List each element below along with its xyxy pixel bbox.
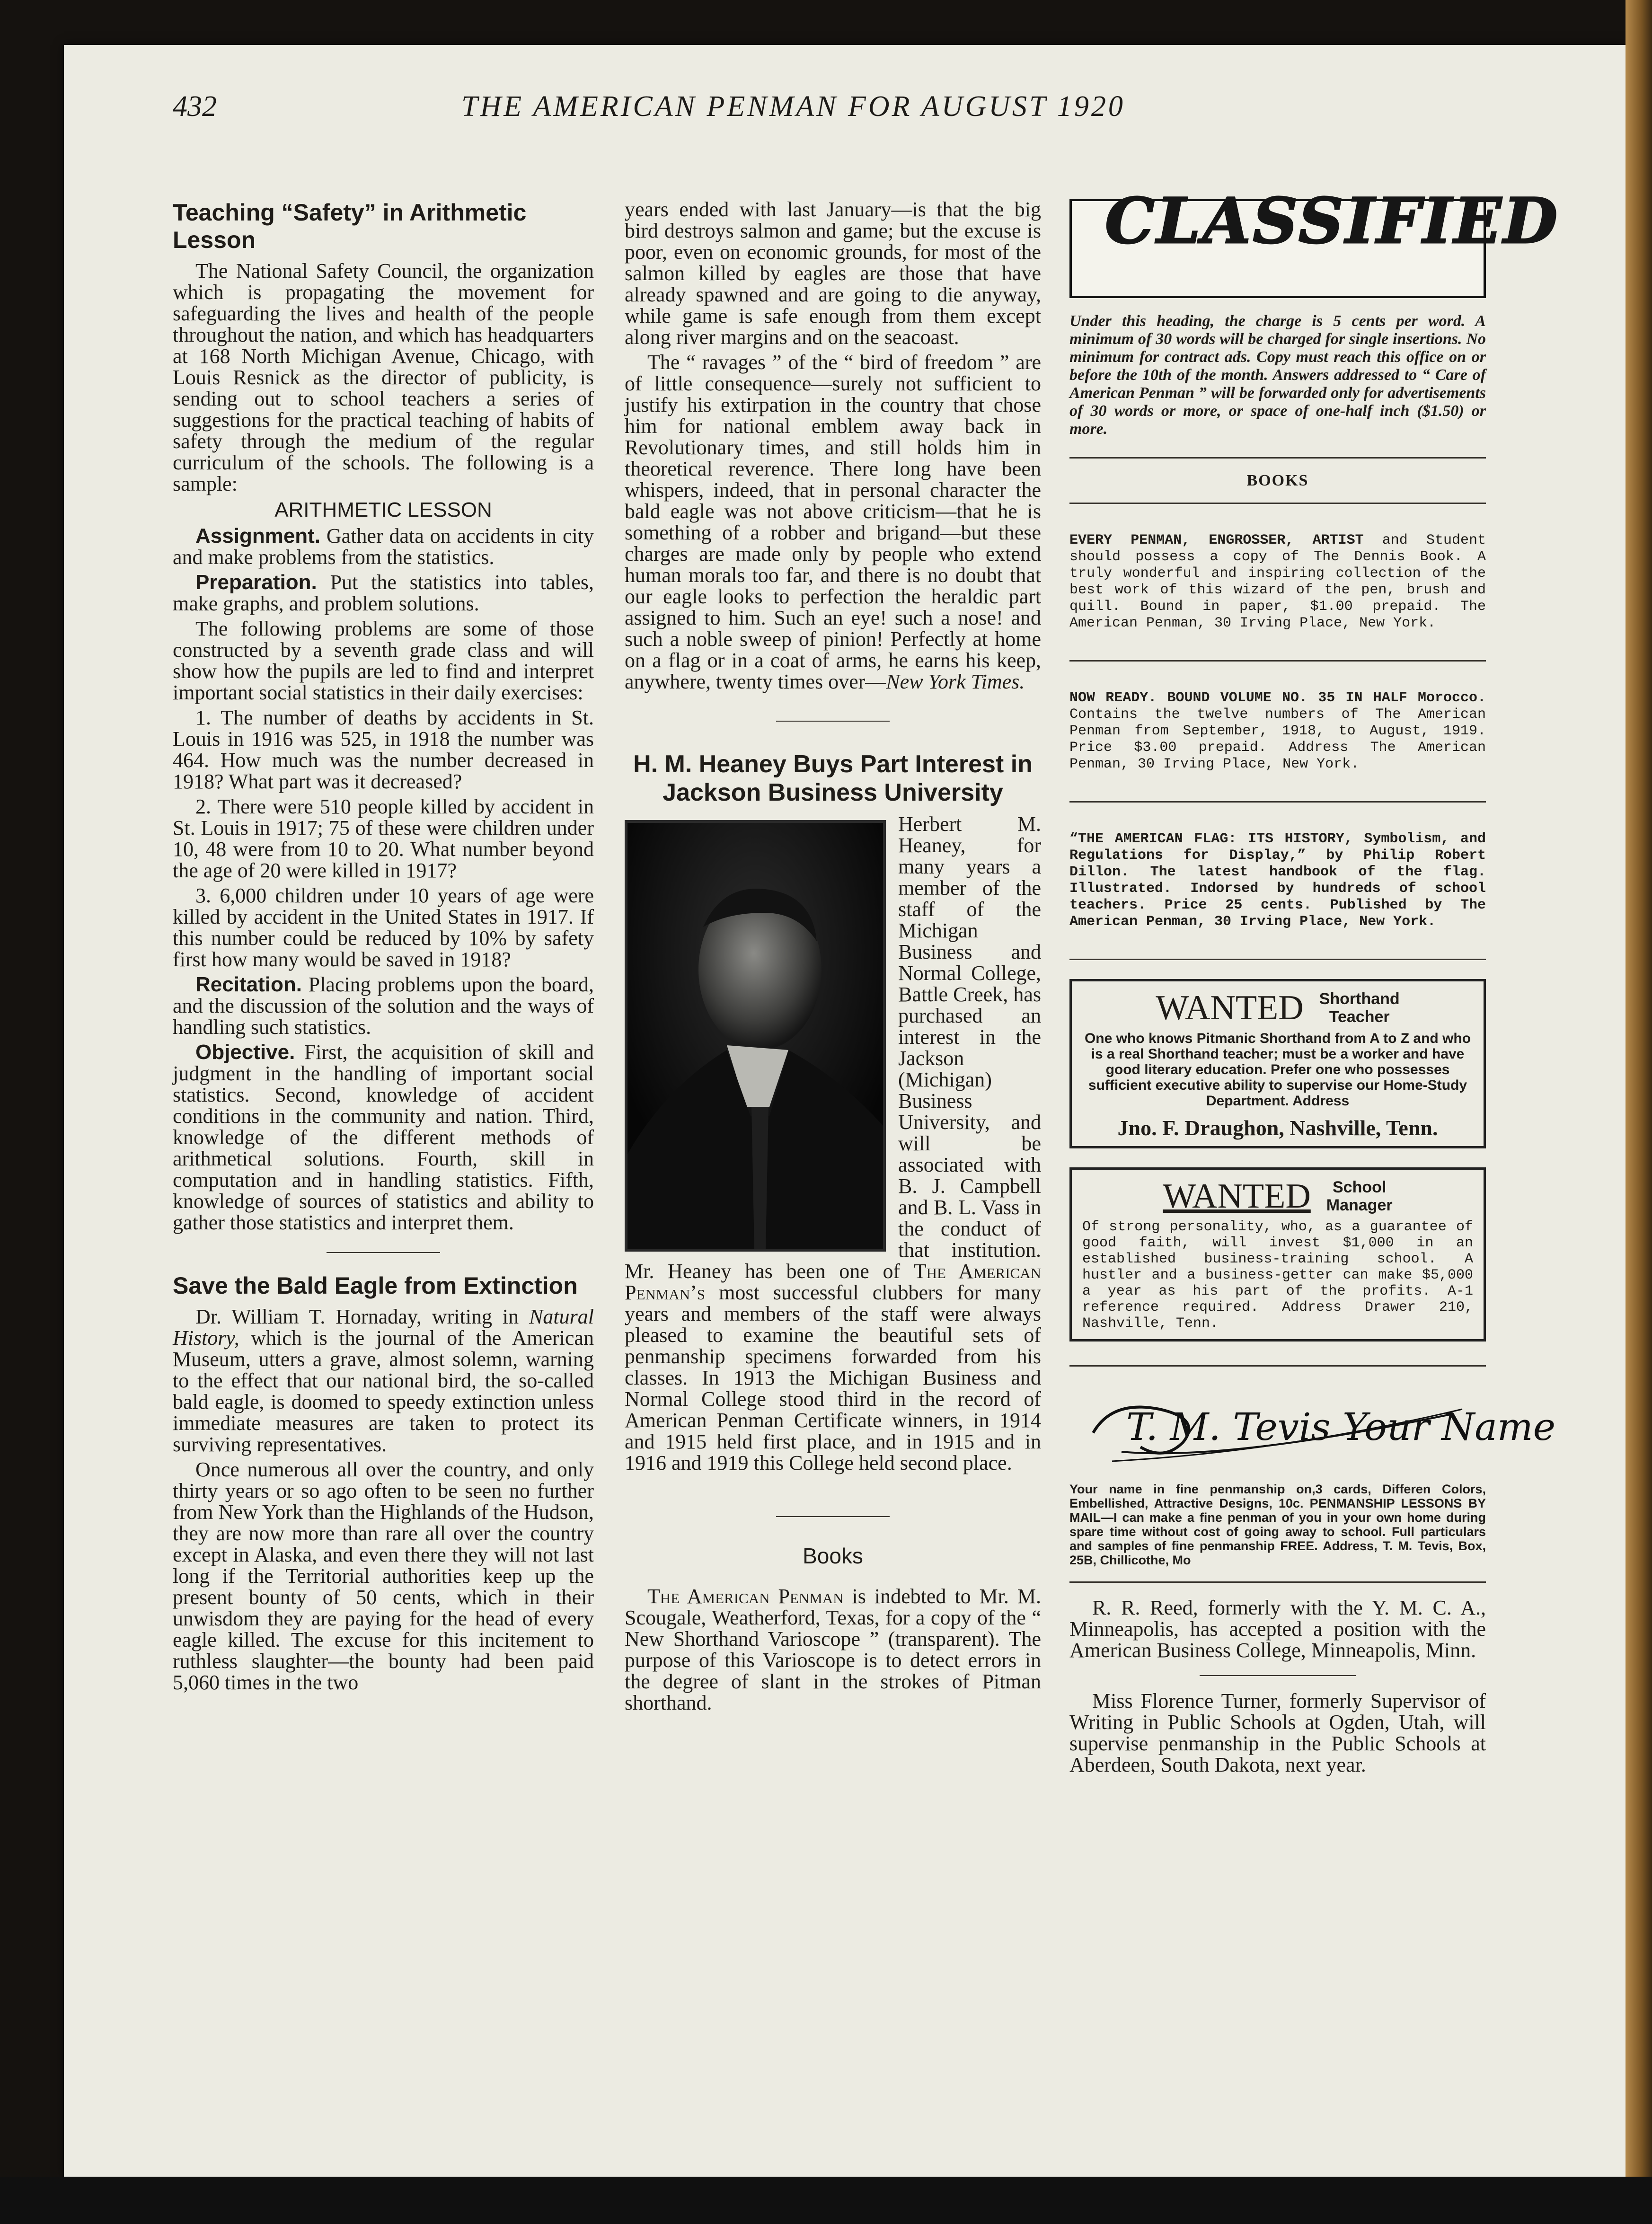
running-title: THE AMERICAN PENMAN FOR AUGUST 1920 bbox=[461, 90, 1125, 123]
paragraph-text: most successful clubbers for many years and members of the staff were always pleased to examine the beautiful sets of penmanship specimens forwarded from his classes. In 1913 the Michigan Business and Normal College stood third in the record of American Penman Certificate winners, in 1914 and 1915 held first place, and in 1915 and in 1916 and 1919 this College held second place. bbox=[625, 1281, 1041, 1474]
classified-intro: Under this heading, the charge is 5 cents per word. A minimum of 30 words will be charged for single insertions. No minimum for contract ads. Copy must reach this office on or before the 10th of the month. Answers addressed to “ Care of American Penman ” will be forwarded only for advertisements of 30 words or more, or space of one-half inch ($1.50) or more. bbox=[1069, 312, 1486, 438]
divider bbox=[1069, 660, 1486, 662]
divider bbox=[776, 721, 890, 722]
portrait-image bbox=[627, 823, 883, 1249]
paragraph: years ended with last January—is that the big bird destroys salmon and game; but the excuse is poor, even on economic grounds, for most of the salmon killed by eagles are those that have already spawned and are going to die anyway, while game is safe enough from them except along river margins and on the seacoast. bbox=[625, 198, 1041, 349]
wanted-position bbox=[1326, 1178, 1393, 1214]
paragraph: Once numerous all over the country, and only thirty years or so ago often to be seen no further from New York than the Highlands of the Hudson, they are now more than rare all over the country except in Alaska, and even there they will not last long if the Territorial authorities keep up the present bounty of 50 cents, which in their unwisdom they are paying for the head of every eagle killed. The excuse for this incitement to ruthless slaughter—the bounty had been paid 5,060 times in the two bbox=[173, 1458, 594, 1694]
script-flourish bbox=[1084, 1381, 1556, 1475]
paragraph bbox=[173, 1306, 594, 1455]
wanted-position-line: Teacher bbox=[1329, 1008, 1390, 1026]
wanted-title: WANTED bbox=[1163, 1177, 1311, 1216]
wanted-ad-manager bbox=[1069, 1167, 1486, 1341]
classified-books-heading: BOOKS bbox=[1246, 472, 1309, 489]
divider bbox=[1200, 1675, 1356, 1676]
wanted-position-line: Shorthand bbox=[1319, 990, 1400, 1008]
paragraph bbox=[625, 1586, 1041, 1713]
wanted-position bbox=[1319, 990, 1400, 1026]
divider bbox=[1069, 1365, 1486, 1367]
penmanship-script-ad bbox=[1084, 1381, 1556, 1475]
classified-logo-text: CLASSIFIED bbox=[1105, 185, 1560, 258]
run-in-head: Assignment. bbox=[195, 524, 321, 547]
divider bbox=[1069, 801, 1486, 803]
paragraph bbox=[173, 525, 594, 568]
safety-article-title: Teaching “Safety” in Arithmetic Lesson bbox=[173, 199, 527, 253]
paragraph-text: Put the statistics into tables, make graphs, and problem solutions. bbox=[173, 571, 594, 615]
paragraph-text: The “ ravages ” of the “ bird of freedom ” are of little consequence—surely not sufficient to justify his extirpation in the country that chose him for national emblem away back in Revolutionary times, and still holds him in theoretical reverence. There long have been whispers, indeed, that in personal character the bald eagle was not above criticism—that he is something of a robber and brigand—but these charges are made only by people who extend human morals too far, and there is no doubt that our eagle looks to perfection the heraldic part assigned to him. Such an eye! such a nose! and such a noble sweep of pinion! Perfectly at home on a flag or in a coat of arms, he earns his keep, anywhere, twenty times over— bbox=[625, 351, 1041, 693]
lesson-subheading: ARITHMETIC LESSON bbox=[274, 498, 492, 521]
classified-ad bbox=[1069, 532, 1486, 632]
problem: 1. The number of deaths by accidents in St. Louis in 1916 was 525, in 1918 the number was 464. How much was the number decreased in 1918? What part was it decreased? bbox=[173, 706, 594, 793]
ad-lead: NOW READY. BOUND VOLUME NO. 35 IN HALF Morocco. bbox=[1069, 690, 1486, 706]
column-1 bbox=[173, 199, 594, 1697]
ad-text: and Student should possess a copy of The Dennis Book. A truly wonderful and inspiring collection of the best work of this wizard of the pen, brush and quill. Bound in paper, $1.00 prepaid. The American Penman, 30 Irving Place, New York. bbox=[1069, 532, 1486, 631]
column-2 bbox=[625, 199, 1041, 1717]
paragraph bbox=[173, 572, 594, 614]
problem: 3. 6,000 children under 10 years of age were killed by accident in the United States in 1917. If this number could be reduced by 10% by safety first how many would be saved in 1918? bbox=[173, 884, 594, 971]
divider bbox=[1069, 1581, 1486, 1583]
portrait-photo bbox=[625, 820, 886, 1252]
classified-logo bbox=[1069, 185, 1560, 298]
wanted-body: One who knows Pitmanic Shorthand from A to Z and who is a real Shorthand teacher; must be a worker and have good literary education. Prefer one who possesses sufficient executive ability to supervise our Home-Study Department. Address bbox=[1084, 1031, 1471, 1109]
divider bbox=[1069, 959, 1486, 960]
paragraph-text: Dr. William T. Hornaday, writing in bbox=[195, 1305, 530, 1328]
book-edge bbox=[1625, 0, 1652, 2224]
paragraph-text: which is the journal of the American Museum, utters a grave, almost solemn, warning to the effect that our national bird, the so-called bald eagle, is doomed to speedy extinction unless immediate measures are taken to protect its surviving representatives. bbox=[173, 1326, 594, 1456]
wanted-position-line: Manager bbox=[1326, 1196, 1393, 1214]
heaney-article-title: H. M. Heaney Buys Part Interest in Jackson Business University bbox=[633, 750, 1033, 806]
ad-lead: EVERY PENMAN, ENGROSSER, ARTIST bbox=[1069, 532, 1364, 548]
classified-ad: “THE AMERICAN FLAG: ITS HISTORY, Symbolism, and Regulations for Display,” by Philip Robert Dillon. The latest handbook of the flag. Illustrated. Indorsed by hundreds of school teachers. Price 25 cents. Published by The American Penman, 30 Irving Place, New York. bbox=[1069, 831, 1486, 930]
books-title: Books bbox=[803, 1544, 863, 1568]
problem: 2. There were 510 people killed by accident in St. Louis in 1917; 75 of these were children under 10, 48 were from 10 to 20. What number beyond the age of 20 were killed in 1917? bbox=[173, 795, 594, 882]
magazine-name: The American Penman bbox=[647, 1585, 844, 1608]
tevis-ad: Your name in fine penmanship on,3 cards, Differen Colors, Embellished, Attractive Designs, 10c. PENMANSHIP LESSONS BY MAIL—I can make a fine penman of you in your own home during spare time without cost of going away to school. Full particulars and samples of fine penmanship FREE. Address, T. M. Tevis, Box, 25B, Chillicothe, Mo bbox=[1069, 1482, 1486, 1567]
wanted-position-line: School bbox=[1333, 1178, 1387, 1196]
wanted-title: WANTED bbox=[1156, 988, 1304, 1027]
page-number: 432 bbox=[173, 90, 217, 123]
eagle-article-title: Save the Bald Eagle from Extinction bbox=[173, 1272, 578, 1299]
paragraph-text: Placing problems upon the board, and the discussion of the solution and the ways of handling such statistics. bbox=[173, 973, 594, 1039]
script-ad-text: T. M. Tevis Your Name bbox=[1126, 1405, 1556, 1449]
wanted-body: Of strong personality, who, as a guarantee of good faith, will invest $1,000 in an established business-training school. A hustler and a business-getter can make $5,000 a year as his part of the profits. A-1 reference required. Address Drawer 210, Nashville, Tenn. bbox=[1082, 1219, 1473, 1332]
paragraph bbox=[173, 1041, 594, 1233]
divider bbox=[327, 1252, 440, 1253]
paragraph: The National Safety Council, the organization which is propagating the movement for safeguarding the lives and health of the people throughout the nation, and which has headquarters at 168 North Michigan Avenue, Chicago, with Louis Resnick as the director of publicity, is sending out to school teachers a series of suggestions for the practical teaching of habits of safety through the medium of the regular curriculum of the schools. The following is a sample: bbox=[173, 259, 594, 495]
paragraph-text: Gather data on accidents in city and make problems from the statistics. bbox=[173, 524, 594, 569]
paragraph-text: Herbert M. Heaney, for many years a member of the staff of the Michigan Business and Normal College, Battle Creek, has purchased an interest in the Jackson (Michigan) Business University, and will be associated with B. J. Campbell and B. L. Vass in the conduct of that institution. Mr. Heaney has been one of bbox=[625, 812, 1041, 1283]
column-3 bbox=[1069, 185, 1560, 1785]
classified-ad bbox=[1069, 690, 1486, 773]
paragraph-text: is indebted to Mr. M. Scougale, Weatherford, Texas, for a copy of the “ New Shorthand Varioscope ” (transparent). The purpose of this Varioscope is to detect errors in the degree of slant in the strokes of Pitman shorthand. bbox=[625, 1585, 1041, 1714]
news-item-reed: R. R. Reed, formerly with the Y. M. C. A., Minneapolis, has accepted a position with the American Business College, Minneapolis, Minn. bbox=[1069, 1596, 1486, 1662]
divider bbox=[776, 1516, 890, 1517]
divider bbox=[1069, 503, 1486, 504]
paragraph bbox=[173, 974, 594, 1038]
journal-name: Natural History, bbox=[173, 1305, 594, 1350]
divider bbox=[1069, 457, 1486, 459]
paragraph: The following problems are some of those constructed by a seventh grade class and will show how the pupils are led to find and interpret important social statistics in their daily exercises: bbox=[173, 617, 594, 704]
run-in-head: Recitation. bbox=[195, 973, 302, 996]
running-header bbox=[173, 90, 1484, 128]
source-citation: New York Times. bbox=[886, 670, 1025, 693]
run-in-head: Preparation. bbox=[195, 571, 317, 594]
scan-background bbox=[0, 2177, 1652, 2224]
wanted-advertiser: Jno. F. Draughon, Nashville, Tenn. bbox=[1117, 1116, 1438, 1140]
paragraph-text: First, the acquisition of skill and judgment in the handling of important social statistics. Second, knowledge of accident conditions in the community and nation. Third, knowledge of the different methods of arithmetical solutions. Fourth, skill in computation and in handling statistics. Fifth, knowledge of sources of statistics and ability to gather those statistics and interpret them. bbox=[173, 1041, 594, 1234]
news-item-turner: Miss Florence Turner, formerly Supervisor of Writing in Public Schools at Ogden, Utah, will supervise penmanship in the Public Schools at Aberdeen, South Dakota, next year. bbox=[1069, 1689, 1486, 1776]
paragraph bbox=[625, 352, 1041, 692]
magazine-name: The American Penman’s bbox=[625, 1260, 1041, 1304]
run-in-head: Objective. bbox=[195, 1041, 295, 1064]
ad-text: Contains the twelve numbers of The American Penman from September, 1918, to August, 1919. Price $3.00 prepaid. Address The American Penman, 30 Irving Place, New York. bbox=[1069, 706, 1486, 772]
wanted-ad-teacher bbox=[1069, 979, 1486, 1148]
